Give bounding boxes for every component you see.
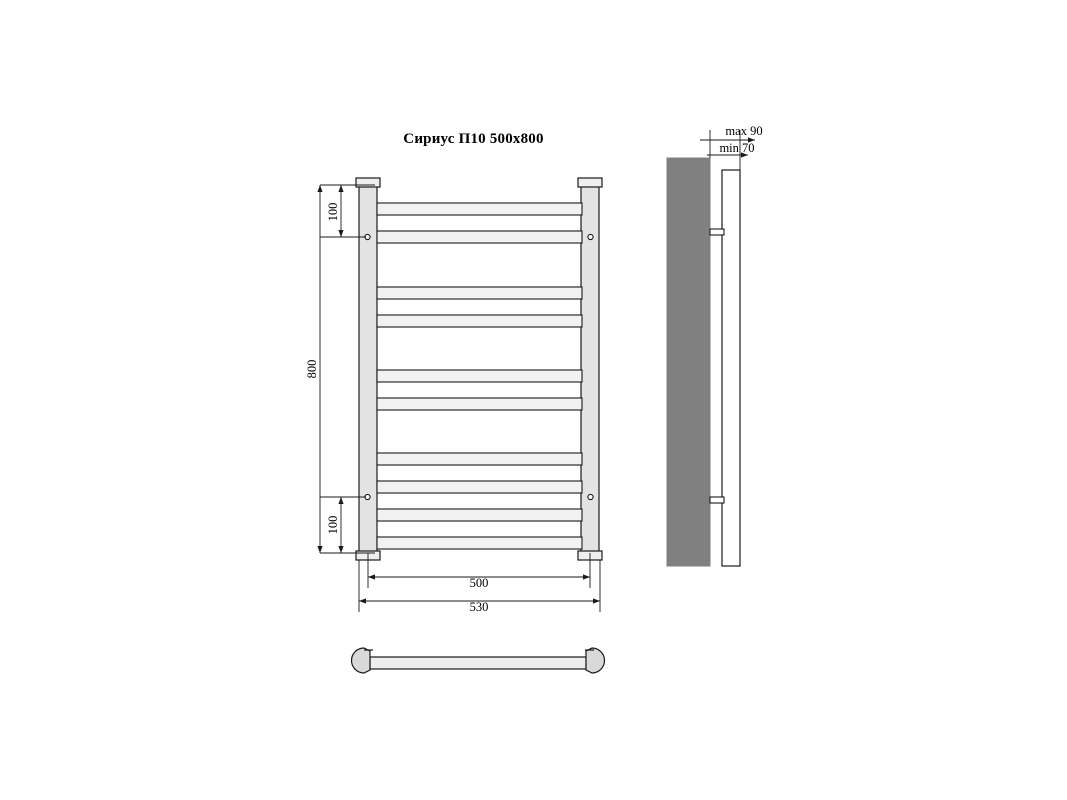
- right-top-cap: [578, 178, 602, 187]
- arrow-800-up: [317, 185, 322, 192]
- side-vertical-profile: [722, 170, 740, 566]
- bracket-bottom: [710, 497, 724, 503]
- front-view: [356, 178, 602, 560]
- rail-9: [377, 509, 582, 521]
- rail-3: [377, 287, 582, 299]
- dim-text-530: 530: [469, 600, 489, 614]
- wall-block: [667, 158, 710, 566]
- bracket-top: [710, 229, 724, 235]
- dim-text-500: 500: [469, 576, 489, 590]
- rail-4: [377, 315, 582, 327]
- dim-text-min70: min 70: [719, 141, 755, 155]
- rail-10: [377, 537, 582, 549]
- arrow-bottom-100-up: [338, 497, 343, 504]
- drawing-title-text: Сириус П10 500x800: [403, 131, 544, 147]
- rail-5: [377, 370, 582, 382]
- rail-8: [377, 481, 582, 493]
- arrow-530-right: [593, 598, 600, 603]
- side-view: [667, 130, 755, 566]
- rail-7: [377, 453, 582, 465]
- arrow-530-left: [359, 598, 366, 603]
- arrow-top-100-down: [338, 230, 343, 237]
- mount-point-bottom-right: [588, 494, 593, 499]
- arrow-500-right: [583, 574, 590, 579]
- dim-text-800: 800: [305, 359, 319, 379]
- arrow-500-left: [368, 574, 375, 579]
- topdown-bar: [370, 657, 586, 669]
- left-top-cap: [356, 178, 380, 187]
- dim-text-top-100: 100: [326, 202, 340, 222]
- arrow-800-down: [317, 546, 322, 553]
- mount-point-top-right: [588, 234, 593, 239]
- dim-text-max90: max 90: [725, 124, 763, 138]
- topdown-right-connector: [586, 648, 605, 673]
- rail-6: [377, 398, 582, 410]
- arrow-bottom-100-down: [338, 546, 343, 553]
- rail-2: [377, 231, 582, 243]
- dim-text-bottom-100: 100: [326, 515, 340, 535]
- top-down-view: [352, 648, 605, 673]
- rail-1: [377, 203, 582, 215]
- arrow-top-100-up: [338, 185, 343, 192]
- rail-group: [377, 203, 582, 549]
- topdown-left-connector: [352, 648, 371, 673]
